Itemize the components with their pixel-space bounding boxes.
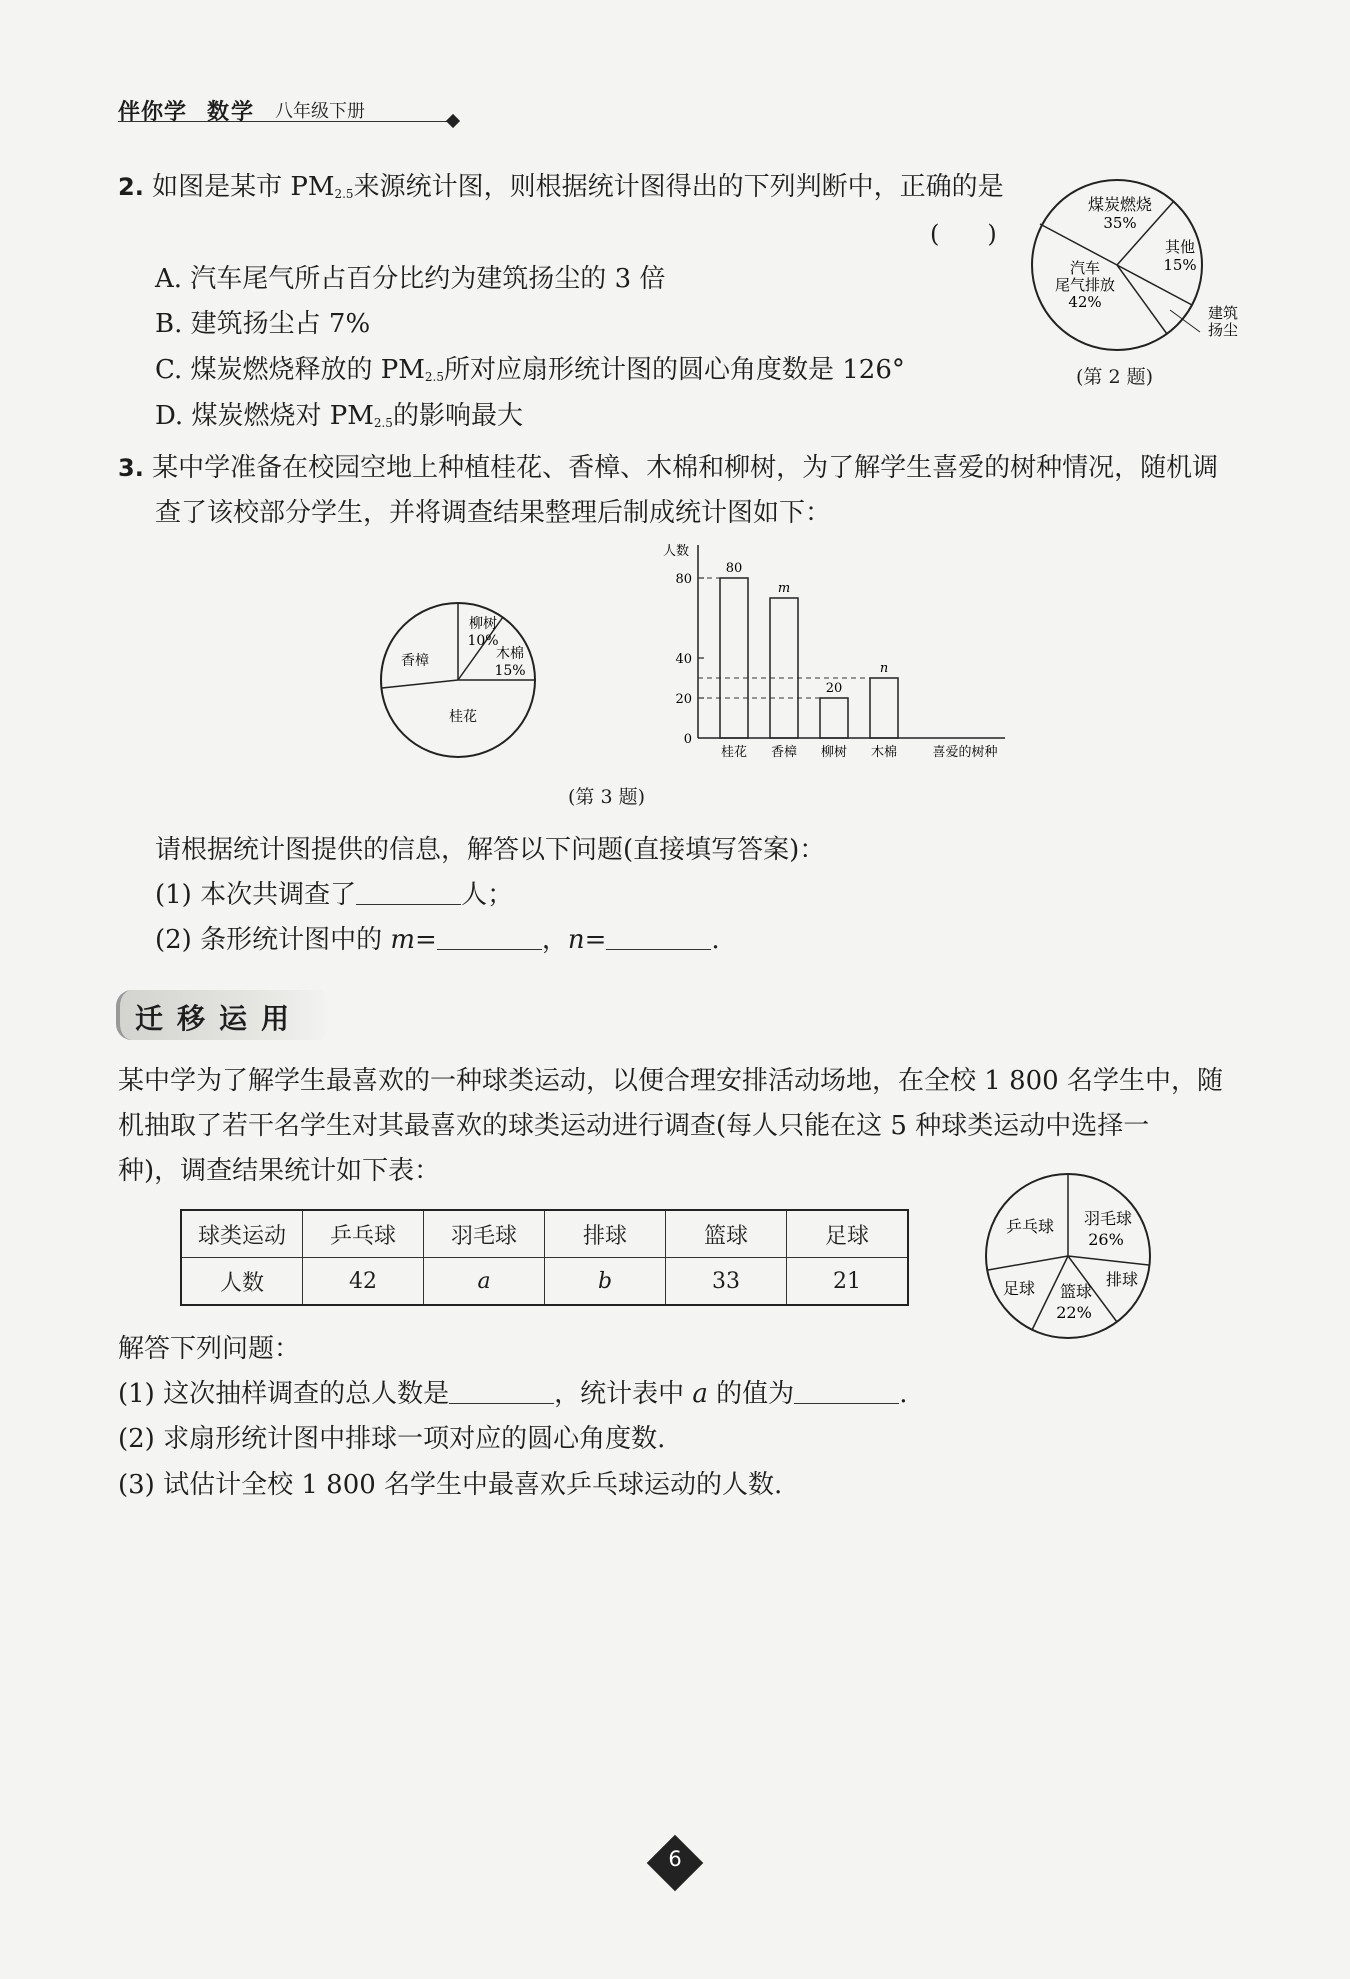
q3-line-1 [118, 453, 1218, 484]
q3-part-2-comma: ， [541, 925, 568, 955]
bar-label: m [777, 581, 791, 596]
transfer-line-2: 机抽取了若干名学生对其最喜欢的球类运动进行调查(每人只能在这 5 种球类运动中选择一 [118, 1111, 1150, 1141]
q2-option-a: A. 汽车尾气所占百分比约为建筑扬尘的 3 倍 [155, 264, 666, 294]
pie-label-football: 足球 [1002, 1279, 1036, 1298]
q3-pie-divider [382, 680, 458, 688]
transfer-sub-2: (2) 求扇形统计图中排球一项对应的圆心角度数. [118, 1424, 666, 1454]
q2-option-d-a: D. 煤炭燃烧对 PM [155, 401, 374, 431]
x-tick-label: 柳树 [820, 745, 848, 760]
y-tick-label: 0 [683, 732, 692, 747]
q2-option-b: B. 建筑扬尘占 7% [155, 309, 371, 339]
transfer-sub-1 [118, 1379, 907, 1410]
q3-part-2-end: . [711, 925, 720, 955]
sports-table [180, 1209, 909, 1306]
subject-title: 数学 [207, 99, 256, 125]
x-tick-label: 木棉 [870, 745, 898, 760]
bar [820, 698, 848, 738]
q3-pie-pct: 15% [494, 663, 526, 679]
q3-part-2-eq1: = [415, 925, 437, 955]
transfer-line-1: 某中学为了解学生最喜欢的一种球类运动，以便合理安排活动场地，在全校 1 800 名学生中，随 [118, 1066, 1223, 1096]
x-tick-label: 桂花 [720, 745, 748, 760]
table-header-cell: 乒乓球 [303, 1210, 424, 1258]
q2-option-c [155, 355, 905, 386]
q2-option-c-a: C. 煤炭燃烧释放的 PM [155, 355, 425, 385]
transfer-sub-3: (3) 试估计全校 1 800 名学生中最喜欢乒乓球运动的人数. [118, 1470, 783, 1500]
y-tick-label: 80 [675, 572, 692, 587]
q2-pie-divider [1117, 265, 1167, 334]
q3-line-1-text: 某中学准备在校园空地上种植桂花、香樟、木棉和柳树，为了解学生喜爱的树种情况，随机调 [152, 453, 1219, 483]
q2-answer-paren: ( ) [930, 220, 997, 248]
q3-prompt: 请根据统计图提供的信息，解答以下问题(直接填写答案)： [155, 835, 826, 865]
q3-part-2-eq2: = [584, 925, 607, 955]
q2-pie-dust-label-1: 建筑 [1207, 304, 1239, 322]
q3-line-2: 查了该校部分学生，并将调查结果整理后制成统计图如下： [155, 498, 832, 528]
table-header-cell: 羽毛球 [424, 1210, 545, 1258]
q3-pie-label: 柳树 [469, 616, 497, 632]
pie-label-pingpong: 乒乓球 [1005, 1217, 1055, 1236]
q2-pie-coal-label: 煤炭燃烧 [1087, 195, 1153, 214]
transfer-sub-1-b: ，统计表中 [554, 1379, 685, 1409]
page-number: 6 [668, 1847, 682, 1871]
q2-stem [118, 172, 1004, 203]
q3-pie-label: 香樟 [401, 653, 429, 669]
q3-pie-chart [375, 595, 555, 765]
transfer-sub-1-end: . [899, 1379, 908, 1409]
q2-option-d [155, 401, 523, 432]
bar-label: n [879, 661, 889, 676]
table-cell: a [424, 1258, 545, 1306]
q2-option-d-sub: 2.5 [373, 416, 393, 430]
q2-pie-other-pct: 15% [1163, 256, 1197, 274]
table-header-cell: 球类运动 [181, 1210, 303, 1258]
bar [770, 598, 798, 738]
book-title: 伴你学 [118, 99, 188, 125]
transfer-pie-chart [982, 1170, 1162, 1345]
q3-part-2-n: n [567, 925, 585, 955]
y-tick-label: 40 [675, 652, 692, 667]
pie-label-basketball: 篮球 [1059, 1282, 1093, 1301]
table-cell: 21 [787, 1258, 909, 1306]
bar [720, 578, 748, 738]
transfer-pie-divider [988, 1256, 1068, 1270]
y-axis-label: 人数 [662, 544, 690, 559]
pie-label-volleyball: 排球 [1105, 1270, 1139, 1289]
q3-part-2-m: m [390, 925, 416, 955]
q3-caption: (第 3 题) [568, 786, 645, 808]
table-header-cell: 足球 [787, 1210, 909, 1258]
q2-stem-a: 如图是某市 PM [152, 172, 335, 202]
table-cell: b [545, 1258, 666, 1306]
header-rule [118, 121, 453, 122]
q2-caption: (第 2 题) [1076, 366, 1153, 388]
y-tick-label: 20 [675, 692, 692, 707]
table-cell: 42 [303, 1258, 424, 1306]
q3-pie-label: 桂花 [449, 709, 477, 725]
table-cell: 33 [666, 1258, 787, 1306]
q2-stem-sub: 2.5 [334, 187, 354, 201]
q2-option-c-sub: 2.5 [424, 370, 444, 384]
table-cell: 人数 [181, 1258, 303, 1306]
q2-pie-dust-label-2: 扬尘 [1207, 321, 1239, 339]
grade-label: 八年级下册 [275, 101, 365, 122]
pie-pct-badminton: 26% [1088, 1230, 1124, 1249]
q2-pie-coal-pct: 35% [1103, 214, 1137, 232]
answer-blank[interactable] [356, 882, 461, 905]
q3-pie-label: 木棉 [496, 646, 524, 662]
transfer-ask: 解答下列问题： [118, 1334, 301, 1364]
bar-label: 80 [725, 561, 743, 576]
q3-part-1-b: 人； [461, 880, 514, 910]
answer-blank[interactable] [794, 1381, 899, 1404]
transfer-sub-1-var: a [692, 1379, 708, 1409]
table-row [181, 1258, 908, 1306]
section-title: 迁移运用 [135, 1002, 304, 1035]
q2-stem-b: 来源统计图，则根据统计图得出的下列判断中，正确的是 [353, 172, 1004, 202]
answer-blank[interactable] [606, 927, 711, 950]
q2-pie-chart [1025, 170, 1255, 370]
q2-pie-other-label: 其他 [1164, 238, 1196, 256]
q3-pie-pct: 10% [467, 633, 499, 649]
q3-part-1-a: (1) 本次共调查了 [155, 880, 357, 910]
q3-part-2-a: (2) 条形统计图中的 [155, 925, 383, 955]
q3-part-1 [155, 880, 513, 911]
x-tick-label: 香樟 [770, 745, 798, 760]
q2-pie-car-label-1: 汽车 [1069, 259, 1101, 277]
q2-pie-car-pct: 42% [1068, 293, 1102, 311]
q2-pie-car-label-2: 尾气排放 [1054, 276, 1116, 294]
table-header-row [181, 1210, 908, 1258]
q3-bar-chart [650, 535, 1020, 770]
header-diamond-icon [446, 114, 460, 128]
pie-label-badminton: 羽毛球 [1083, 1209, 1133, 1228]
table-header-cell: 篮球 [666, 1210, 787, 1258]
transfer-pie-divider [1068, 1256, 1149, 1265]
x-axis-label: 喜爱的树种 [932, 745, 998, 760]
q3-number: 3. [118, 454, 144, 482]
answer-blank[interactable] [437, 927, 542, 950]
answer-blank[interactable] [449, 1381, 554, 1404]
bar [870, 678, 898, 738]
q2-number: 2. [118, 173, 144, 201]
transfer-line-3: 种)，调查结果统计如下表： [118, 1156, 441, 1186]
q3-part-2 [155, 925, 720, 956]
transfer-sub-1-a: (1) 这次抽样调查的总人数是 [118, 1379, 450, 1409]
pie-pct-basketball: 22% [1056, 1303, 1092, 1322]
transfer-sub-1-c: 的值为 [716, 1379, 795, 1409]
bar-label: 20 [825, 681, 843, 696]
q2-option-c-b: 所对应扇形统计图的圆心角度数是 126° [443, 355, 905, 385]
q2-option-d-b: 的影响最大 [392, 401, 523, 431]
table-header-cell: 排球 [545, 1210, 666, 1258]
